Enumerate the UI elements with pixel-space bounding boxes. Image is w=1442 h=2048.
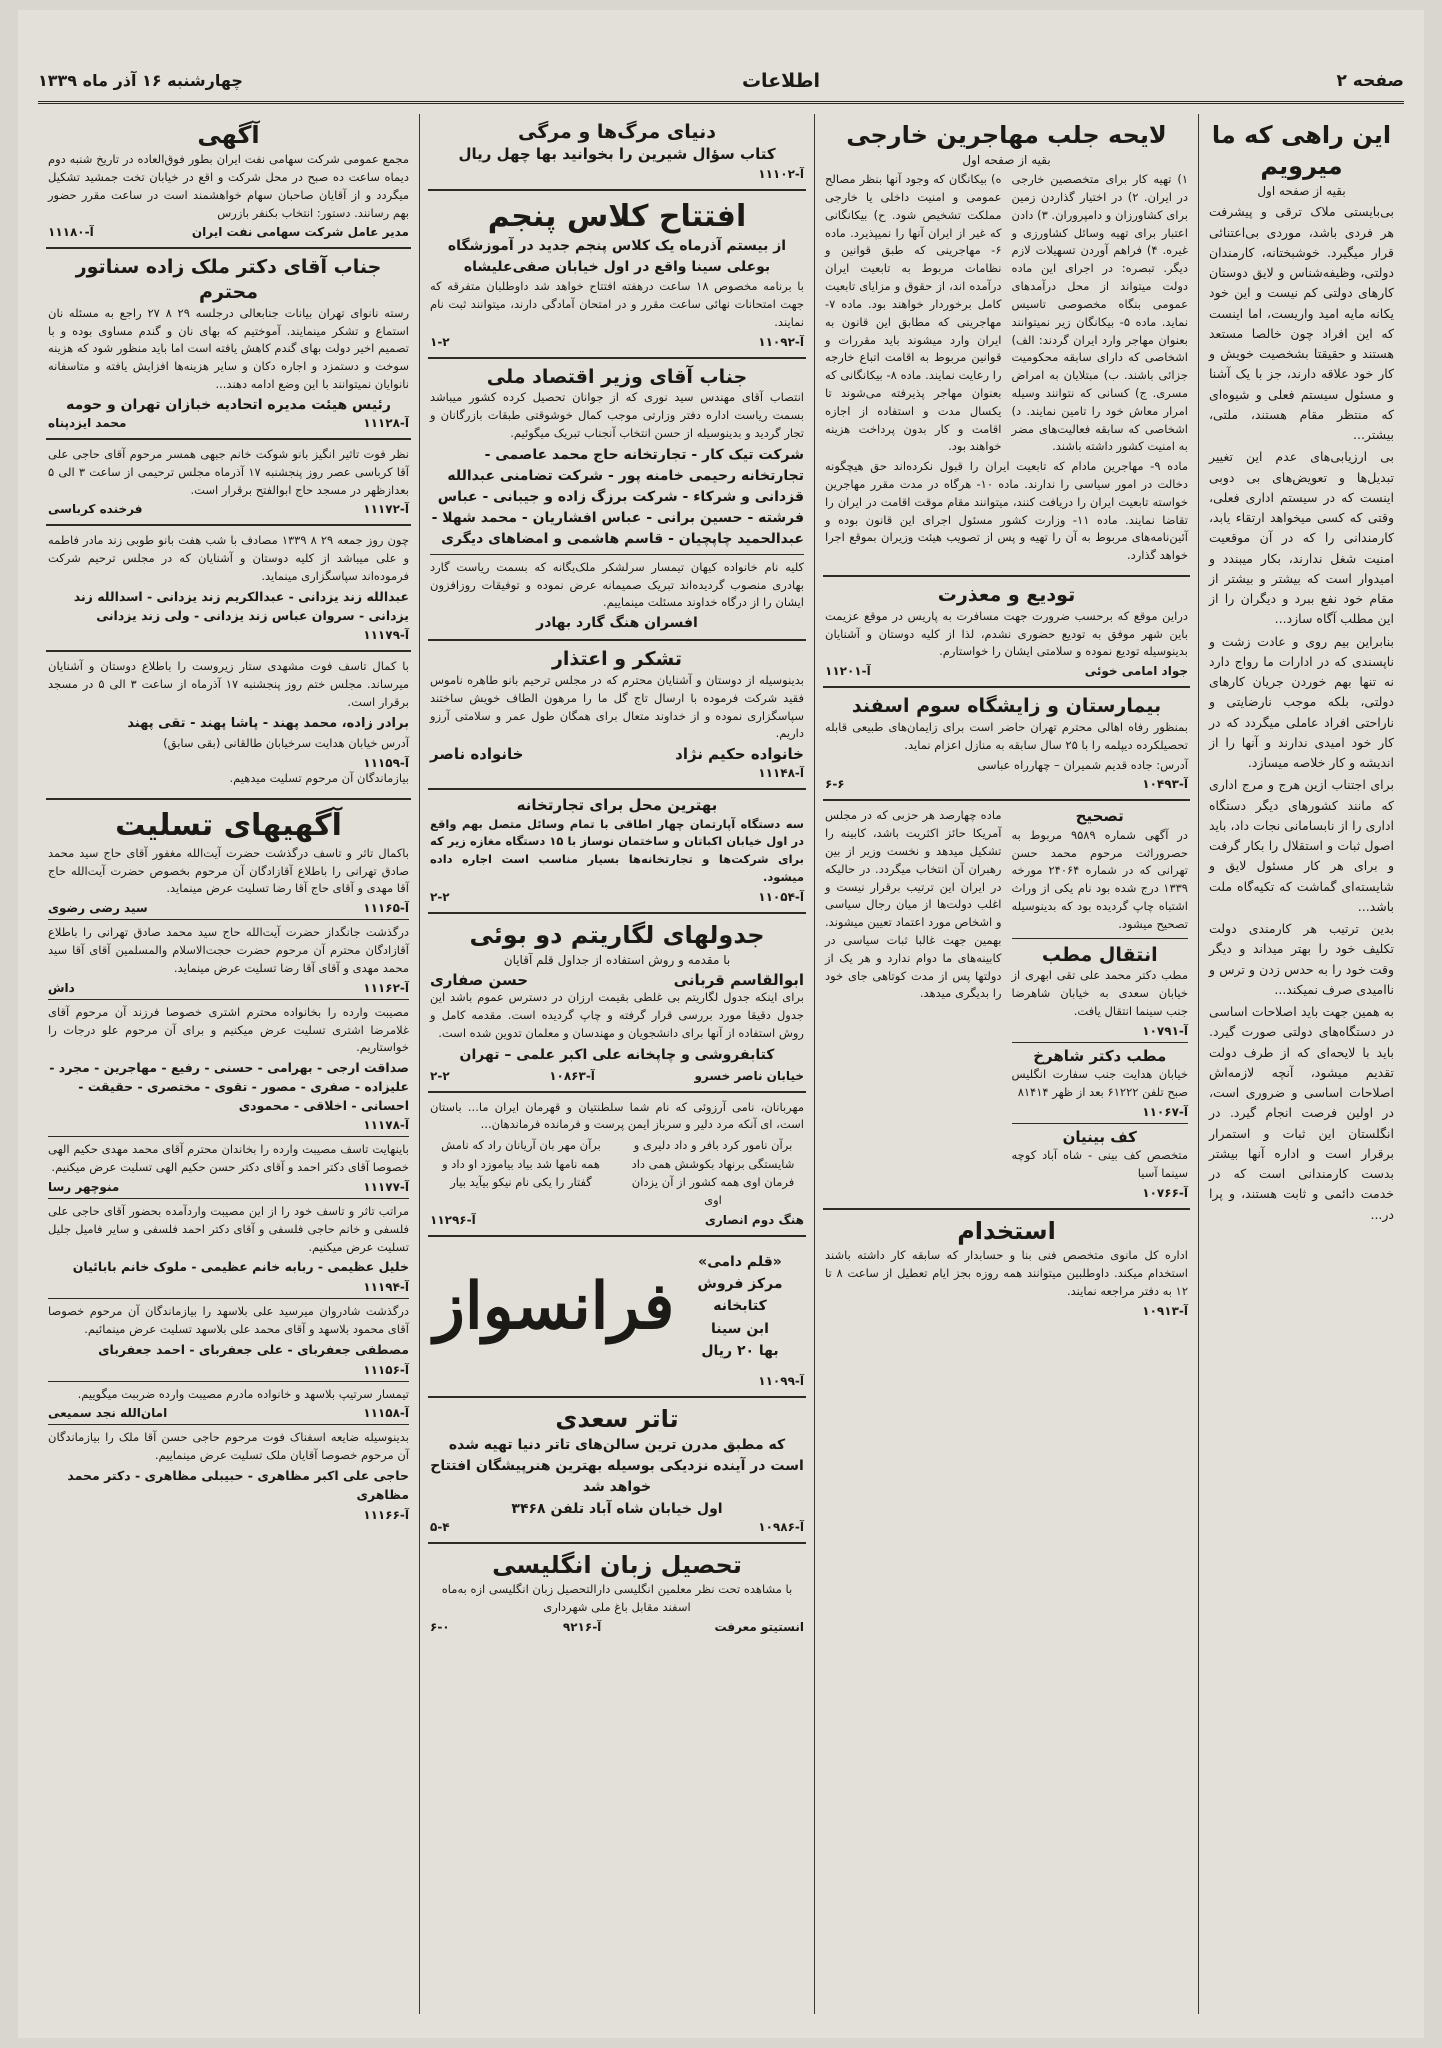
move-code: آ-۱۰۷۹۱ [1142, 1023, 1188, 1038]
condolence-1-body: نظر فوت تاثیر انگیز بانو شوکت خانم جبهی همسر مرحوم آقای حاجی علی آقا کرباسی عصر روز پنجشنبه ۱۷ آذرماه مجلس ترحیمی از ساعت ۳ الی ۵ بعدازظهر در مسجد حاج ابوالفتح برقرار است. [48, 446, 409, 497]
farewell-title: تودیع و معذرت [937, 584, 1076, 607]
hiring-code: آ-۱۰۹۱۳ [1142, 1303, 1188, 1318]
condolence-4-code: آ-۱۱۱۶۵ [363, 901, 409, 916]
faranzar-line3: کتابخانه [713, 1298, 767, 1315]
senator-sign: رئیس هیئت مدیره اتحادیه خبازان تهران و حومه [66, 396, 391, 413]
faranzar-code: آ-۱۱۰۹۹ [758, 1373, 804, 1388]
log-tables-ad [428, 914, 806, 1093]
theatre-title: تاتر سعدی [555, 1404, 679, 1433]
condolence-8-body: مراتب تاثر و تاسف خود را از این مصیبت واردآمده بحضور آقای حاجی علی فلسفی و خانم حاجی فلسفی و آقای دکتر احمد فلسفی و سایر فامیل جلیل تسلیت عرض میکنیم. [48, 1204, 409, 1254]
editorial-sub: بقیه از صفحه اول [1257, 184, 1346, 199]
move-title: انتقال مطب [1041, 943, 1158, 966]
condolence-8-sign: خلیل عظیمی - ربابه خانم عظیمی - ملوک خانم بابائیان [72, 1259, 409, 1275]
farewell-body: دراین موقع که برحسب ضرورت جهت مسافرت به پاریس در موقع عزیمت باین شهر موفق به تودیع حضوری نشدم، لذا از کلیه دوستان و آشنایان بدینوسیله تودیع نموده و سلامتی ایشان را خواستارم. [825, 608, 1188, 659]
condolence-2-code: آ-۱۱۱۷۹ [363, 628, 409, 643]
assembly-body: مجمع عمومی شرکت سهامی نفت ایران بطور فوق‌العاده در تاریخ شنبه دوم دیماه ساعت ده صبح در محل شرکت و اقع در خیابان تخت جمشید تشکیل میگردد و از آقایان صاحبان سهام خواهشمند است در ساعت مقرر حضور بهم رسانند. دستور: انتخاب بکنفر بازرس [48, 152, 409, 220]
guard-notice: کلیه نام خانواده کیهان تیمسار سرلشکر ملک‌یگانه که بسمت ریاست گارد بهادری منصوب گردیده‌اند تبریک صمیمانه عرض نموده و توفیقات روزافزون ایشان را از درگاه خداوند مسئلت مینماییم. [430, 559, 804, 610]
column-immigrants [814, 114, 1198, 2014]
condolence-3 [46, 652, 411, 800]
condolences-title: آگهیهای تسلیت [115, 807, 342, 843]
condolence-7-code: آ-۱۱۱۷۷ [363, 1180, 409, 1194]
column-ads [419, 114, 814, 2014]
paper-name: اطلاعات [741, 69, 821, 92]
thanks-sign: خانواده حکیم نژاد [675, 745, 804, 764]
minister-names: شرکت تیک کار - تجارتخانه حاج محمد عاصمی - تجارتخانه رحیمی خامنه پور - شرکت تضامنی عبدالله قزدانی و شرکاء - شرکت برزگ زاده و جیبانی - عباس فرشته - حسین برانی - عباس افشاریان - محمد شهلا - عبدالحمید چاپچیان - قاسم هاشمی و امضاهای دیگری [431, 446, 804, 547]
politics-notice: ماده چهارصد هر حزبی که در مجلس آمریکا حائز اکثریت باشد، کابینه را تشکیل میدهد و نخست وزیر از بین رهبران آن انتخاب میگردد. در حالیکه در ایران این ترتیب برقرار نیست و اغلب دولت‌ها از میان رجال سیاسی و اشخاص مورد اعتماد تعیین میشوند. بهمین جهت غالبا ثبات سیاسی در کابینه‌های ما دوام ندارد و هر یک از دولتها پس از مدت کوتاهی جای خود را بدیگری میدهد. [825, 808, 1002, 1001]
farewell-code: آ-۱۱۲۰۱ [825, 664, 871, 679]
condolence-11-code: آ-۱۱۱۶۶ [363, 1507, 409, 1522]
class-body: با برنامه مخصوص ۱۸ ساعت درهفته افتتاح خواهد شد داوطلبان متفرقه که جهت امتحانات نهائی ساعت مقرر و در امتحان آمادگی دارند، میتوانند ثبت نام نمایند. [430, 279, 804, 329]
english-title: تحصیل زبان انگلیسی [492, 1550, 742, 1579]
condolence-4-sign: سید رضی رضوی [48, 901, 148, 916]
condolences-section [46, 800, 411, 1530]
log-body: برای اینکه جدول لگاریتم بی غلطی بقیمت ارزان در دسترس عموم باشد این جدول دقیقا مورد بررسی قرار گرفته و چاپ گردیده است. مقدمه کامل و روش استفاده از آنها برای دانشجویان و مهندسان و معلمان تدوین شده است. [430, 990, 804, 1040]
senator-body: رسته نانوای تهران بیانات جنابعالی درجلسه ۲۹ ۸ ۲۷ راجع به مسئله نان استماع و تشکر مینمایند. آموختیم که بهای نان و گندم مساوی بوده و با تصمیم اخیر دولت بهای گندم کاهش یافته است اما باید منظور شود که هزینه سوخت و دستمزد و اجاره دکان و سایر هزینه‌ها افزایش یافته و متاسفانه نانوایان نمیتوانند با این وضع ادامه دهند... [48, 305, 410, 392]
hospital-code2: ۶-۶ [825, 777, 845, 792]
minister-ad [428, 359, 806, 642]
condolence-7-sign: منوچهر رسا [48, 1180, 120, 1194]
theatre-address: اول خیابان شاه آباد تلفن ۳۴۶۸ [511, 1500, 723, 1517]
poem-intro: مهربانان، نامی آرزوئی که نام شما سلطنتیان و قهرمان ایران ما... باستان است، ای آنکه مرد دلیر و سرباز ایمن پرست و فرمانده فرماندهان... [430, 1099, 804, 1132]
hospital-title: بیمارستان و زایشگاه سوم اسفند [851, 695, 1162, 718]
condolence-3-code: آ-۱۱۱۵۹ [363, 756, 409, 770]
immigrants-title: لایحه جلب مهاجرین خارجی [846, 121, 1167, 149]
condolence-9-sign: مصطفی جعفربای - علی جعفربای - احمد جعفربای [98, 1341, 409, 1357]
assembly-title: آگهی [197, 121, 260, 149]
condolence-10-body: تیمسار سرتیپ بلاسهد و خانواده مادرم مصیبت وارده ضرببت میگوییم. [77, 1386, 409, 1401]
editorial-p4: برای اجتناب ازین هرج و مرج اداری که مانند کشورهای دیگر دستگاه اداری را از نابسامانی نجات داد، باید اصول ثبات و استقلال را بکار گرفت و برای هر کار مسئول لایق و شایسته‌ای گماشت که تکیه‌گاه ملت باشد... [1209, 777, 1394, 914]
log-address: خیابان ناصر خسرو [694, 1068, 804, 1083]
log-author1: ابوالقاسم قربانی [673, 971, 804, 990]
thanks-code: آ-۱۱۱۴۸ [758, 766, 804, 781]
log-code: آ-۱۰۸۶۳ [549, 1068, 595, 1083]
correction-body: در آگهی شماره ۹۵۸۹ مربوط به حصروراثت مرحوم محمد حسن تهرانی که در شماره ۲۴۰۶۴ مورخه ۱۳۳۹ درج شده بود نام یکی از وراث اشتباه چاپ گردیده بود که بدینوسیله تصحیح میشود. [1011, 827, 1188, 931]
condolence-4-body: باکمال تاثر و تاسف درگذشت حضرت آیت‌الله مغفور آقای حاج سید محمد صادق تهرانی را باطلاع آقازادگان آن مرحوم بخصوص حضرت آیت‌الله حاج آقا مهدی و آقای حاج آقا رضا تسلیت عرض مینماید. [48, 845, 409, 896]
condolence-5-code: آ-۱۱۱۶۲ [363, 980, 409, 995]
immigrants-bottom: ماده ۹- مهاجرین مادام که تابعیت ایران را قبول نکرده‌اند حق هیچگونه دخالت در امور سیاسی را ندارند. ماده ۱۰- هرگاه در مدت مقرر مهاجرین خواسته تابعیت ایران را دریافت کنند، میتوانند مقام موقت اقامت در ایران را تقاضا نمایند. ماده ۱۱- وزارت کشور مسئول اجرای این قانون بوده و آئین‌نامه‌های مربوط به آن را تهیه و پس از تصویب هیئت وزیران بموقع اجرا خواهد گذارد. [825, 459, 1188, 563]
book-code: آ-۱۱۱۰۲ [758, 167, 804, 182]
condolence-10-code: آ-۱۱۱۵۸ [363, 1406, 409, 1421]
condolence-5-sign: داش [48, 980, 75, 995]
guard-sign: افسران هنگ گارد بهادر [536, 615, 698, 632]
faranzar-logo: فرانسواز [434, 1269, 675, 1345]
condolence-8-code: آ-۱۱۱۹۴ [363, 1280, 409, 1295]
english-sign: انستیتو معرفت [714, 1619, 804, 1634]
palm-code: آ-۱۰۷۶۶ [1142, 1186, 1188, 1201]
shop-body: سه دستگاه آپارتمان چهار اطاقی با تمام وسائل متصل بهم واقع در اول خیابان اکباتان و ساختمان نوساز با ۱۵ دستگاه مغازه زیر که برای شرکت‌ها و تجارتخانه‌ها بسیار مناسب است اجاره داده میشود. [430, 816, 804, 885]
log-sub: با مقدمه و روش استفاده از جداول قلم آقایان [503, 953, 731, 968]
condolence-2 [46, 526, 411, 652]
editorial-p3: بنابراین بیم روی و عادت زشت و ناپسندی که در ادارات ما رواج دارد نه تنها بهم خوردن جریان کارهای دولتی، بلکه موجب نارضایتی و ناراحتی افراد عاملی میگردد که در کار خود امیدی ندارند و آنها را از اندیشه و کار خلاصه میسازد. [1209, 633, 1394, 771]
condolence-6-body: مصیبت وارده را بخانواده محترم اشتری خصوصا فرزند آن مرحوم آقای غلامرضا اشتری تسلیت عرض میکنیم و برای آن مرحوم علو درجات را خواستاریم. [48, 1004, 409, 1055]
shop-code: آ-۱۱۰۵۴ [758, 889, 804, 904]
condolence-5-body: درگذشت جانگداز حضرت آیت‌الله حاج سید محمد صادق تهرانی را باطلاع آقازادگان محترم آن مرحوم حضرت حجت‌الاسلام والمسلمین آقای آقا سید محمد مهدی و آقای آقا رضا تسلیت عرض مینماید. [48, 925, 409, 975]
shop-ad [428, 790, 806, 914]
log-author2: حسن صفاری [430, 971, 529, 990]
english-body: با مشاهده تحت نظر معلمین انگلیسی دارالتحصیل زبان انگلیسی ازه به‌ماه اسفند مقابل باغ ملی شهرداری [441, 1582, 793, 1614]
editorial-p6: به همین جهت باید اصلاحات اساسی در دستگاه‌های دولتی صورت گیرد. باید با لایحه‌ای که از طرف دولت تقدیم میشود، آنچه لازمه‌اش اصلاحات اساسی و ضروری است، در اولین فرصت انجام گیرد. در انگلستان این ثبات و استمرار برقرار است و اداره آنها بیشتر بدست کارمندانی است که در خدمت دائمی و ثابت هستند، و پرا در... [1209, 1004, 1394, 1222]
book-sub: کتاب سؤال شیرین را بخوانید بها چهل ریال [458, 144, 776, 163]
masthead [38, 60, 1404, 104]
condolence-1-sign: فرخنده کرباسی [48, 502, 143, 517]
assembly-code: آ-۱۱۱۸۰ [48, 225, 94, 240]
theatre-ad [428, 1398, 806, 1544]
editorial-article [1207, 114, 1396, 1235]
editorial-p1: بی‌بایستی ملاک ترقی و پیشرفت هر فردی باشد، موردی بی‌اعتنائی قرار میگیرد. خوشبختانه، کارمندان دولتی، وظیفه‌شناس و لایق دوستان کارهای دولتی کم نیست و این خود یکانه مایه امید واریست، اما اینست که این افراد چون خالصا مستعد هستند و حقیقتا بشخصیت خویش و کار خود علاقه دارند، جز با یک آشنا و مسئول سیستم فعلی و شیوه‌ای که منتظر مقام هستند، ملتی، بیشتر... [1209, 204, 1394, 443]
class-code: آ-۱۱۰۹۲ [758, 334, 804, 349]
palm-title: کف بینیان [1062, 1127, 1137, 1146]
condolence-6-sign: صداقت ارجی - بهرامی - حسنی - رفیع - مهاجرین - مجرد - علیزاده - صفری - مصور - تقوی - مختصری - حقیقت - احسانی - اخلاقی - محمودی [49, 1060, 409, 1113]
immigrants-right-col: ۱) تهیه کار برای متخصصین خارجی در ایران. ۲) در اختیار گذاردن زمین برای کشاورزان و دامپروران. ۳) دادن اعتبار برای تهیه وسائل کشاورزی و غیره. ۴) فراهم آوردن تسهیلات لازم دیگر. تبصره: در اجرای این ماده دولت میتواند از محل درآمدهای عمومی بنگاه مخصوصی تاسیس نماید. ماده ۵- بیکانگان زیر نمیتوانند بعنوان مهاجر وارد ایران گردند: الف) اشخاصی که دارای سابقه محکومیت جزائی باشند. ب) مبتلایان به امراض مسری. ج) کسانی که نتوانند وسیله امرار معاش خود را تامین نمایند. د) اشخاصی که سابقه فعالیت‌های مضر به امنیت کشور داشته باشند. [1011, 172, 1189, 454]
theatre-body: که مطبق مدرن ترین سالن‌های تاتر دنیا تهیه شده است در آینده نزدیکی بوسیله بهترین هنرپیشگان افتتاح خواهد شد [430, 1436, 804, 1495]
immigrants-sub: بقیه از صفحه اول [962, 153, 1051, 168]
thanks-body: بدینوسیله از دوستان و آشنایان محترم که در مجلس ترحیم بانو طاهره ناموس فقید شرکت فرموده با ارسال تاج گل ما را مرهون الطاف خویش ساختند سپاسگزاری نموده و از خداوند متعال برای همگان طول عمر و سلامتی آرزو داریم. [430, 672, 804, 741]
move-body: مطب دکتر محمد علی تقی ابهری از خیابان سعدی به خیابان شاهرضا جنب سینما انتقال یافت. [1011, 968, 1188, 1018]
class-ad [428, 191, 806, 358]
condolence-11-sign: حاجی علی اکبر مظاهری - حبیبلی مظاهری - دکتر محمد مظاهری [67, 1468, 409, 1502]
condolence-11-body: بدینوسیله ضایعه اسفناک فوت مرحوم حاجی حسن آقا ملک را بیازماندگان آن مرحوم خصوصا آقایان ملک تسلیت عرض مینماییم. [48, 1430, 409, 1463]
hiring-body: اداره کل مانوی متخصص فنی بنا و حسابدار که سابقه کار داشته باشند استخدام میکند. داوطلبین میتوانند همه روزه بجز ایام تعطیل از ساعت ۸ تا ۱۲ به دفتر مراجعه نمایند. [825, 1248, 1188, 1298]
immigrants-article [823, 114, 1190, 577]
condolence-1-code: آ-۱۱۱۷۲ [363, 502, 409, 517]
thanks-sign2: خانواده ناصر [430, 745, 524, 764]
assembly-sign: مدیر عامل شرکت سهامی نفت ایران [191, 225, 409, 240]
book-ad [428, 114, 806, 191]
poem-right: برآن نامور کرد بافر و داد دلیری و شایستگی برنهاد بکوشش همی داد فرمان اوی همه کشور از آن یزدان اوی [631, 1138, 795, 1208]
poem-ad [428, 1093, 806, 1237]
class-code2: ۱-۲ [430, 334, 450, 349]
editorial-p5: بدین ترتیب هر کارمندی دولت تکلیف خود را بهتر میداند و دیگر وقت خود را به حدس زدن و ترس و ناامیدی صرف نمیکند... [1209, 921, 1394, 997]
senator-sign2: محمد ایزدپناه [48, 415, 127, 430]
class-sub: از بیستم آذرماه یک کلاس پنجم جدید در آموزشگاه بوعلی سینا واقع در اول خیابان صفی‌علیشاه [447, 238, 787, 276]
column-editorial [1198, 114, 1404, 2014]
assembly-ad [46, 114, 411, 249]
condolence-10-sign: امان‌الله نجد سمیعی [48, 1406, 168, 1421]
shop-title: بهترین محل برای تجارتخانه [516, 796, 718, 815]
senator-code: آ-۱۱۱۲۸ [363, 415, 409, 430]
minister-title: جناب آقای وزیر اقتصاد ملی [486, 365, 748, 388]
immigrants-left-col: ه) بیکانگان که وجود آنها بنظر مصالح عمومی و امنیت داخلی یا خارجی مملکت تشخیص شود. ح) بیکانگانی که غیر از ایران آنها را نمیپذیرد. ماده ۶- مهاجرینی که طبق قوانین و نظامات مربوط به تابعیت ایران درآمده اند، از حقوق و مزایای تابعیت کامل برخوردار خواهند بود. ماده ۷- مهاجرینی که مطابق این قانون به ایران وارد میشوند باید مقررات و قوانین مربوط به اقامت اتباع خارجه را رعایت نمایند. ماده ۸- بیکانگانی که بعنوان مهاجر پذیرفته می‌شوند تا یکسال مدت و استفاده از اجازه اقامت و کار بدون پرداخت هزینه خواهند بود. [825, 172, 1002, 454]
column-notices [38, 114, 419, 2014]
hospital-address: آدرس: جاده قدیم شمیران – چهارراه عباسی [977, 757, 1188, 772]
clinic-code: آ-۱۱۰۶۷ [1142, 1104, 1188, 1119]
senator-title: جناب آقای دکتر ملک زاده سناتور محترم [75, 256, 382, 304]
faranzar-ad [428, 1237, 806, 1398]
shop-code2: ۲-۲ [430, 889, 450, 904]
poem-left: برآن مهر بان آریانان راد که نامش همه نامها شد بیاد بیاموزد او داد و گفتار را یکی نام نیکو بیآید بیار [441, 1138, 601, 1189]
lower-notices [823, 801, 1190, 1210]
clinic-body: خیابان هدایت جنب سفارت انگلیس صبح تلفن ۶۱۲۲۲ بعد از ظهر ۸۱۴۱۴ [1011, 1067, 1188, 1100]
faranzar-side [680, 1251, 800, 1363]
hospital-ad [823, 688, 1190, 801]
english-code: آ-۹۲۱۶ [562, 1619, 602, 1634]
english-ad [428, 1544, 806, 1642]
condolence-3-body: با کمال تاسف فوت مشهدی ستار زیروست را باطلاع دوستان و آشنایان میرساند. مجلس ختم روز پنجشنبه ۱۷ آذرماه از ساعت ۳ الی ۵ در مسجد برقرار است. [48, 659, 409, 709]
condolence-1 [46, 440, 411, 526]
thanks-title: تشکر و اعتذار [551, 648, 683, 671]
condolence-6-code: آ-۱۱۱۷۸ [363, 1118, 409, 1133]
hospital-body: بمنظور رفاه اهالی محترم تهران حاضر است برای زایمان‌های طبیعی قابله تحصیلکرده دیپلمه را با ۲۵ سال سابقه به منازل اعزام نماید. [825, 719, 1188, 752]
correction-title: تصحیح [1075, 807, 1124, 826]
farewell-sign: جواد امامی خوئی [1084, 664, 1188, 679]
english-code2: ۶-۰ [430, 1619, 450, 1634]
log-code2: ۲-۲ [430, 1068, 450, 1083]
clinic-title: مطب دکتر شاهرخ [1033, 1046, 1167, 1065]
thanks-ad [428, 641, 806, 790]
poem-sign: هنگ دوم انصاری [704, 1212, 804, 1227]
editorial-p2: بی ارزیابی‌های عدم این تغییر تبدیل‌ها و تعویض‌های بی دوبی اینست که در سیستم اداری فعلی، وقتی که کسی میخواهد ارتقاء یابد، کارمندانی را که در آن موقعیت امنیت شغل ندارند، بکار میبندد و امیدوار است که بیشتر و بیشتر از مقام خود نفع ببرد و دیگران را از این مطلب آگاه سازد... [1209, 449, 1394, 627]
condolence-9-code: آ-۱۱۱۵۶ [363, 1362, 409, 1377]
faranzar-line2: مرکز فروش [697, 1276, 783, 1293]
editorial-title: این راهی که ما میرویم [1211, 121, 1392, 181]
log-title: جدولهای لگاریتم دو بوئی [469, 920, 765, 949]
newspaper-page [18, 10, 1424, 2038]
page-number: صفحه ۲ [1336, 70, 1404, 91]
condolence-2-body: چون روز جمعه ۲۹ ۸ ۱۳۳۹ مصادف با شب هفت بانو طوبی زند مادر فاطمه و علی میباشد از کلیه دوستان و آشنایان که در مجلس ترحیم شرکت فرموده‌اند سپاسگزاری مینماید. [48, 533, 410, 583]
theatre-code2: ۵-۴ [430, 1519, 450, 1534]
faranzar-line4: ابن سینا [711, 1320, 769, 1337]
poem-code: آ-۱۱۲۹۶ [430, 1212, 476, 1227]
palm-body: متخصص کف بینی - شاه آباد کوچه سینما آسیا [1011, 1148, 1188, 1181]
book-title: دنیای مرگ‌ها و مرگی [517, 121, 717, 143]
theatre-code: آ-۱۰۹۸۶ [758, 1519, 804, 1534]
senator-letter [46, 249, 411, 439]
class-title: افتتاح کلاس پنجم [487, 199, 747, 235]
farewell-notice [823, 577, 1190, 688]
condolence-2-sign: عبدالله زند یزدانی - عبدالکریم زند یزدانی - اسدالله زند یزدانی - سروان عباس زند یزدانی - ولی زند یزدانی [73, 588, 409, 623]
condolence-9-body: درگذشت شادروان میرسید علی بلاسهد را بیازماندگان آن مرحوم خصوصا آقای محمود بلاسهد و آقای محمد علی بلاسهد تسلیت عرض مینمائیم. [48, 1304, 409, 1336]
hiring-title: استخدام [957, 1217, 1056, 1246]
faranzar-tag: «قلم دامی» [698, 1253, 782, 1270]
condolence-3-address: آدرس خیابان هدایت سرخیابان طالقانی (بقی سابق) [163, 736, 409, 751]
hiring-ad [823, 1210, 1190, 1326]
minister-body: انتصاب آقای مهندس سید نوری که از جوانان تحصیل کرده کشور میباشد بسمت ریاست اداره دفتر وزارتی موجب کمال خوشوقتی طبقات بازرگانان و تجار گردید و بدینوسیله از حسن انتخاب آنجناب تبریک میگوئیم. [430, 390, 804, 440]
condolence-3-note: بیازماندگان آن مرحوم تسلیت میدهیم. [229, 771, 409, 785]
condolence-7-body: باینهایت تاسف مصیبت وارده را بخاندان محترم آقای محمد مهدی حکیم الهی خصوصا آقای دکتر احمد و آقای دکتر حسن حکیم الهی تسلیت عرض میکنیم. [48, 1142, 409, 1175]
condolence-3-sign: برادر زاده، محمد پهند - پاشا پهند - تقی پهند [127, 715, 409, 731]
hospital-code: آ-۱۰۴۹۳ [1142, 777, 1188, 792]
issue-date: چهارشنبه ۱۶ آذر ماه ۱۳۳۹ [38, 71, 243, 90]
faranzar-price: بها ۲۰ ریال [701, 1343, 779, 1360]
log-shop: کتابفروشی و چاپخانه علی اکبر علمی – تهران [459, 1046, 775, 1063]
